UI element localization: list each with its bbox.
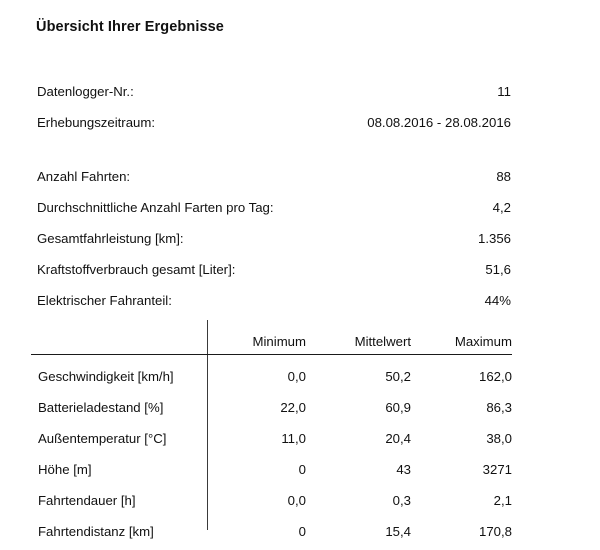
table-row [31,361,512,392]
table-row-label: Fahrtendauer [h] [38,493,136,508]
summary-item-value: 51,6 [485,262,511,277]
table-cell-minimum: 11,0 [281,431,306,446]
summary-item-label: Datenlogger-Nr.: [37,84,134,99]
summary-block-primary [37,76,511,138]
table-header-rule [31,354,512,355]
summary-item-value: 11 [497,84,511,99]
summary-row [37,107,511,138]
summary-row [37,254,511,285]
column-header-maximum: Maximum [454,334,512,349]
table-row [31,392,512,423]
summary-row [37,223,511,254]
table-cell-maximum: 3271 [482,462,512,477]
column-header-mittelwert: Mittelwert [354,334,411,349]
table-row [31,423,512,454]
table-row-label: Außentemperatur [°C] [38,431,167,446]
summary-item-value: 4,2 [492,200,511,215]
table-row-label: Geschwindigkeit [km/h] [38,369,174,384]
table-cell-maximum: 170,8 [478,524,512,539]
summary-item-value: 1.356 [477,231,511,246]
table-row [31,516,512,547]
table-cell-mittelwert: 50,2 [385,369,411,384]
table-cell-minimum: 22,0 [280,400,306,415]
table-header-row [31,330,512,354]
table-cell-maximum: 86,3 [486,400,512,415]
table-cell-minimum: 0,0 [287,493,306,508]
table-cell-mittelwert: 60,9 [385,400,411,415]
summary-row [37,285,511,316]
column-header-minimum: Minimum [252,334,306,349]
table-cell-minimum: 0,0 [287,369,306,384]
table-row-label: Höhe [m] [38,462,92,477]
table-cell-minimum: 0 [298,524,306,539]
table-cell-minimum: 0 [298,462,306,477]
summary-item-label: Kraftstoffverbrauch gesamt [Liter]: [37,262,236,277]
table-cell-mittelwert: 43 [396,462,411,477]
summary-item-value: 08.08.2016 - 28.08.2016 [367,115,511,130]
table-row-label: Fahrtendistanz [km] [38,524,154,539]
table-cell-mittelwert: 0,3 [392,493,411,508]
summary-item-label: Anzahl Fahrten: [37,169,131,184]
table-cell-maximum: 38,0 [486,431,512,446]
table-body [31,361,512,547]
table-cell-maximum: 162,0 [478,369,512,384]
summary-row [37,161,511,192]
summary-item-label: Elektrischer Fahranteil: [37,293,172,308]
summary-item-label: Erhebungszeitraum: [37,115,156,130]
summary-item-value: 44% [484,293,511,308]
summary-item-value: 88 [496,169,511,184]
page-title: Übersicht Ihrer Ergebnisse [36,19,224,35]
table-cell-mittelwert: 20,4 [385,431,411,446]
table-cell-mittelwert: 15,4 [385,524,411,539]
table-row-label: Batterieladestand [%] [38,400,164,415]
summary-item-label: Gesamtfahrleistung [km]: [37,231,184,246]
summary-row [37,76,511,107]
table-row [31,485,512,516]
statistics-table [31,330,512,539]
table-cell-maximum: 2,1 [493,493,512,508]
summary-row [37,192,511,223]
summary-block-secondary [37,161,511,316]
table-row [31,454,512,485]
summary-item-label: Durchschnittliche Anzahl Farten pro Tag: [37,200,274,215]
